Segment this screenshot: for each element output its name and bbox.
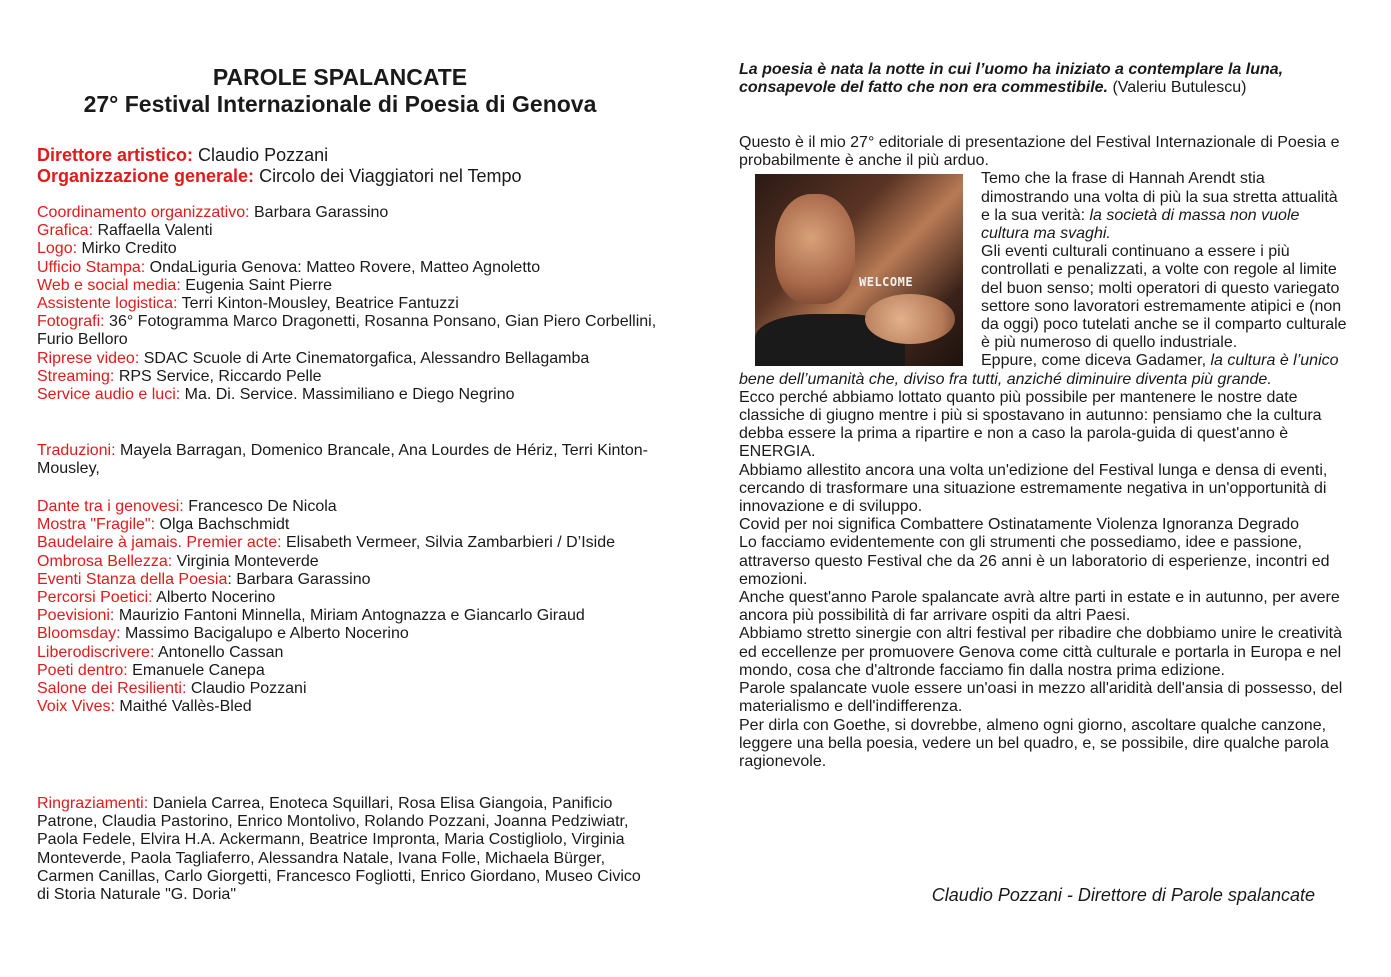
- credit-label: Liberodiscrivere:: [37, 643, 155, 661]
- credit-label: Mostra "Fragile":: [37, 516, 156, 534]
- credit-label: Eventi Stanza della Poesia: [37, 570, 228, 588]
- credit-label: Service audio e luci:: [37, 386, 181, 404]
- credit-label: Traduzioni:: [37, 442, 116, 459]
- credit-label: Salone dei Resilienti:: [37, 680, 187, 698]
- credit-value: Emanuele Canepa: [127, 661, 265, 679]
- paragraph: Eppure, come diceva Gadamer, la cultura è l’unico bene dell’umanità che, diviso fra tutti, anziché diminuire diventa più grande.: [739, 352, 1339, 388]
- paragraph: Parole spalancate vuole essere un'oasi in mezzo all'aridità dell'ansia di possesso, del materialismo e dell'indifferenza.: [739, 680, 1343, 716]
- photo-welcome-sign: WELCOME: [859, 275, 914, 290]
- title-line-2: 27° Festival Internazionale di Poesia di Genova: [83, 91, 597, 117]
- credit-value: Daniela Carrea, Enoteca Squillari, Rosa Elisa Giangoia, Panificio Patrone, Claudia Pastorino, Enrico Montolivo, Rolando Pozzani, Joanna Pedziwiatr, Paola Fedele, Elvira H.A. Ackermann, Beatrice Impronta, Maria Costigliolo, Virginia Monteverde, Paola Tagliaferro, Alessandra Natale, Ivana Folle, Michaela Bürger, Carmen Canillas, Carlo Giorgetti, Francesco Fogliotti, Enrico Giordano, Museo Civico di Storia Naturale "G. Doria": [37, 795, 641, 904]
- credit-label: Baudelaire à jamais. Premier acte:: [37, 534, 282, 552]
- translations: [37, 442, 657, 478]
- page-title: [37, 64, 643, 118]
- credit-value: Olga Bachschmidt: [155, 516, 290, 534]
- staff-credits: [37, 204, 657, 404]
- quote-author: (Valeriu Butulescu): [1108, 79, 1247, 97]
- credit-value: Claudio Pozzani: [186, 680, 307, 698]
- paragraph: Per dirla con Goethe, si dovrebbe, almeno ogni giorno, ascoltare qualche canzone, leggere una bella poesia, vedere un bel quadro, e, se possibile, dire qualche parola ragionevole.: [739, 716, 1329, 770]
- credit-value: Elisabeth Vermeer, Silvia Zambarbieri / D’Iside: [281, 534, 616, 552]
- credit-label: Coordinamento organizzativo:: [37, 204, 250, 221]
- quote-text: La poesia è nata la notte in cui l’uomo ha iniziato a contemplare la luna, consapevole del fatto che non era commestibile.: [739, 61, 1284, 97]
- credit-label: Percorsi Poetici:: [37, 589, 153, 607]
- acknowledgements: [37, 795, 657, 904]
- credit-value: Maithé Vallès-Bled: [114, 698, 252, 716]
- credit-value: Ma. Di. Service. Massimiliano e Diego Negrino: [180, 386, 515, 404]
- credit-value: : Barbara Garassino: [227, 570, 371, 588]
- left-page: [37, 0, 657, 977]
- director-photo: [755, 174, 963, 366]
- credit-label: Logo:: [37, 240, 78, 258]
- credit-label: Poevisioni:: [37, 607, 115, 625]
- credit-label: Assistente logistica:: [37, 295, 178, 313]
- photo-hand-shape: [865, 294, 955, 344]
- main-credits: [37, 145, 657, 186]
- credit-value: 36° Fotogramma Marco Dragonetti, Rosanna Ponsano, Gian Piero Corbellini, Furio Belloro: [37, 313, 657, 349]
- paragraph: Abbiamo allestito ancora una volta un'edizione del Festival lunga e densa di eventi, cercando di trasformare una situazione estremamente negativa in un'opportunità di innovazione e di sviluppo.: [739, 461, 1328, 516]
- credit-value: Circolo dei Viaggiatori nel Tempo: [254, 165, 522, 186]
- credit-value: SDAC Scuole di Arte Cinematorgafica, Alessandro Bellagamba: [139, 349, 590, 367]
- credit-value: Virginia Monteverde: [172, 552, 319, 570]
- credit-label: Fotografi:: [37, 313, 105, 331]
- credit-value: Mirko Credito: [77, 240, 177, 258]
- credit-label: Streaming:: [37, 367, 115, 385]
- credit-value: Maurizio Fantoni Minnella, Miriam Antognazza e Giancarlo Giraud: [114, 607, 585, 625]
- credit-value: RPS Service, Riccardo Pelle: [114, 367, 322, 385]
- paragraph: Covid per noi significa Combattere Ostinatamente Violenza Ignoranza Degrado: [739, 516, 1300, 534]
- gadamer-quote: la cultura è l’unico bene dell’umanità che, diviso fra tutti, anziché diminuire diventa più grande.: [739, 352, 1339, 388]
- credit-label: Riprese video:: [37, 349, 140, 367]
- paragraph: Temo che la frase di Hannah Arendt stia dimostrando una volta di più la sua stretta attualità e la sua verità: la società di massa non vuole cultura ma svaghi.: [981, 170, 1338, 243]
- arendt-quote: la società di massa non vuole cultura ma svaghi.: [981, 206, 1300, 243]
- credit-label: Direttore artistico:: [37, 145, 194, 165]
- credit-label: Ombrosa Bellezza:: [37, 552, 173, 570]
- credit-label: Grafica:: [37, 222, 94, 240]
- paragraph: Abbiamo stretto sinergie con altri festival per ribadire che dobbiamo unire le creatività ed eccellenze per promuovere Genova come città culturale e portarla in Europa e nel mondo, cosa che d'altronde facciamo fin dalla nostra prima edizione.: [739, 625, 1342, 679]
- credit-value: Eugenia Saint Pierre: [180, 276, 332, 294]
- title-line-1: PAROLE SPALANCATE: [212, 64, 468, 90]
- credit-label: Poeti dentro:: [37, 661, 128, 679]
- paragraph: Lo facciamo evidentemente con gli strumenti che possediamo, idee e passione, attraverso questo Festival che da 26 anni è un laboratorio di esperienze, incontri ed emozioni.: [739, 534, 1330, 588]
- credit-label: Organizzazione generale:: [37, 165, 255, 186]
- opening-quote: [739, 61, 1339, 97]
- signature: Claudio Pozzani - Direttore di Parole spalancate: [931, 885, 1315, 905]
- paragraph: Gli eventi culturali continuano a essere i più controllati e penalizzati, a volte con regole al limite del buon senso; molti operatori di questo variegato settore sono lavoratori estremamente atipici e (non da oggi) poco tutelati anche se il comparto culturale è più numeroso di quello industriale.: [981, 243, 1347, 352]
- credit-value: Terri Kinton-Mousley, Beatrice Fantuzzi: [177, 295, 459, 313]
- credit-value: Francesco De Nicola: [183, 498, 337, 515]
- photo-face-shape: [775, 194, 855, 304]
- credit-value: Alberto Nocerino: [152, 589, 276, 607]
- credit-label: Voix Vives:: [37, 698, 115, 716]
- credit-label: Ringraziamenti:: [37, 795, 149, 812]
- credit-value: OndaLiguria Genova: Matteo Rovere, Matteo Agnoletto: [145, 258, 541, 276]
- credit-label: Dante tra i genovesi:: [37, 498, 184, 515]
- credit-value: Raffaella Valenti: [93, 222, 213, 240]
- credit-label: Web e social media:: [37, 276, 181, 294]
- credit-value: Antonello Cassan: [154, 643, 284, 661]
- credit-value: Claudio Pozzani: [193, 145, 329, 165]
- paragraph: Anche quest'anno Parole spalancate avrà altre parti in estate e in autunno, per avere ancora più possibilità di far arrivare ospiti da altri Paesi.: [739, 589, 1340, 625]
- paragraph: Ecco perché abbiamo lottato quanto più possibile per mantenere le nostre date classiche di giugno mentre i più si spostavano in autunno: pensiamo che la cultura debba essere la prima a ripartire e non a caso la parola-guida di quest'anno è ENERGIA.: [739, 388, 1322, 461]
- events-credits: [37, 498, 657, 716]
- paragraph: Questo è il mio 27° editoriale di presentazione del Festival Internazionale di Poesia e probabilmente è anche il più arduo.: [739, 134, 1340, 170]
- right-page: [739, 0, 1349, 977]
- credit-label: Ufficio Stampa:: [37, 258, 146, 276]
- editorial-text: [739, 134, 1349, 771]
- credit-value: Mayela Barragan, Domenico Brancale, Ana Lourdes de Hériz, Terri Kinton-Mousley,: [37, 442, 648, 478]
- credit-label: Bloomsday:: [37, 625, 121, 643]
- credit-value: Massimo Bacigalupo e Alberto Nocerino: [120, 625, 409, 643]
- credit-value: Barbara Garassino: [249, 204, 389, 221]
